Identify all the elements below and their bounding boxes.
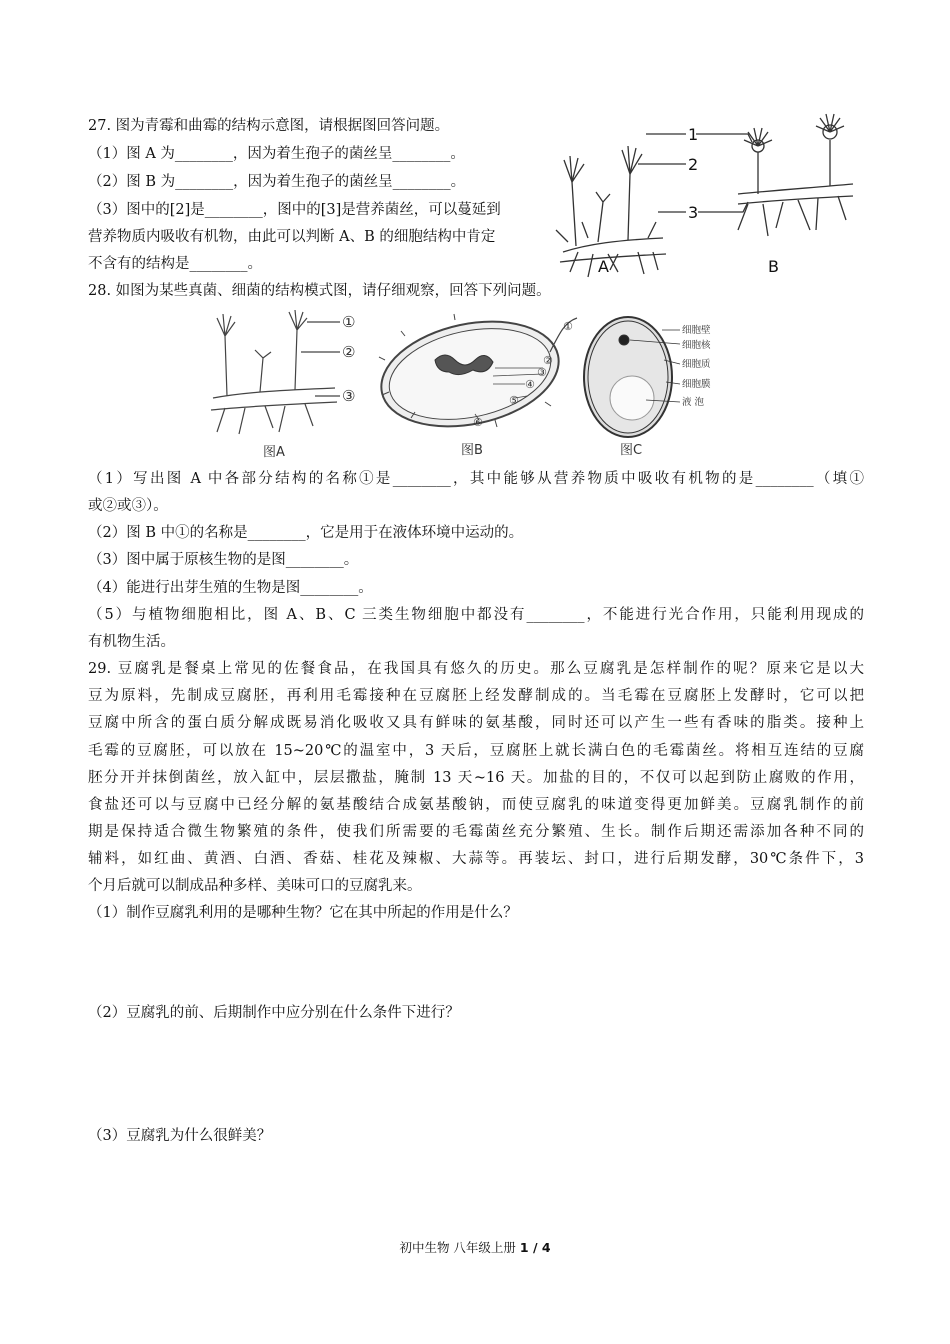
q28-part4: （4）能进行出芽生殖的生物是图________。 xyxy=(88,580,373,596)
q27-num-2: 2 xyxy=(688,155,699,174)
q29-para-line2: 豆为原料，先制成豆腐胚，再利用毛霉接种在豆腐胚上经发酵制成的。当毛霉在豆腐胚上发酵时，它可以把 xyxy=(88,688,864,704)
q29-para-line1: 29. 豆腐乳是餐桌上常见的佐餐食品，在我国具有悠久的历史。那么豆腐乳是怎样制作的呢？原来它是以大 xyxy=(88,661,864,677)
q28-c-nucleus: 细胞核 xyxy=(682,340,711,351)
q27-num-1: 1 xyxy=(688,125,699,144)
q28-a-circle-2: ② xyxy=(342,343,356,361)
q29-para-line8: 辅料，如红曲、黄酒、白酒、香菇、桂花及辣椒、大蒜等。再装坛、封口，进行后期发酵，30℃条件下，3 xyxy=(88,851,864,867)
q27-label-B: B xyxy=(768,257,779,276)
q28-c-membrane: 细胞膜 xyxy=(682,379,711,390)
q28-part3: （3）图中属于原核生物的是图________。 xyxy=(88,552,359,568)
q27-part3-line1: （3）图中的[2]是________，图中的[3]是营养菌丝，可以蔓延到 xyxy=(88,202,501,218)
q29-question3: （3）豆腐乳为什么很鲜美？ xyxy=(88,1128,272,1144)
q28-c-cell-wall: 细胞壁 xyxy=(682,325,711,336)
q28-part1-line1: （1）写出图 A 中各部分结构的名称①是________，其中能够从营养物质中吸收有机物的是________（填① xyxy=(88,471,864,487)
page-footer xyxy=(0,1238,950,1256)
q28-c-cytoplasm: 细胞质 xyxy=(682,359,711,370)
q27-part2: （2）图 B 为________，因为着生孢子的菌丝呈________。 xyxy=(88,174,466,190)
q28-stem: 28. 如图为某些真菌、细菌的结构模式图，请仔细观察，回答下列问题。 xyxy=(88,283,551,299)
q28-part2: （2）图 B 中①的名称是________，它是用于在液体环境中运动的。 xyxy=(88,525,524,541)
q29-question1: （1）制作豆腐乳利用的是哪种生物？它在其中所起的作用是什么？ xyxy=(88,905,518,921)
q28-b-circle-1: ① xyxy=(563,320,573,333)
q28-b-circle-3: ③ xyxy=(537,366,547,379)
q28-a-circle-3: ③ xyxy=(342,387,356,405)
footer-title: 初中生物 八年级上册 xyxy=(399,1240,520,1255)
q28-b-circle-6: ⑥ xyxy=(473,416,483,429)
q28-figure-a xyxy=(205,308,365,460)
q28-b-circle-2: ② xyxy=(543,354,553,367)
q28-b-circle-5: ⑤ xyxy=(509,394,519,407)
q29-para-line3: 豆腐中所含的蛋白质分解成既易消化吸收又具有鲜味的氨基酸，同时还可以产生一些有香味的脂类。接种上 xyxy=(88,715,864,731)
q27-stem: 27. 图为青霉和曲霉的结构示意图，请根据图回答问题。 xyxy=(88,118,450,134)
page-number: 1 / 4 xyxy=(519,1240,551,1255)
q29-para-line9: 个月后就可以制成品种多样、美味可口的豆腐乳来。 xyxy=(88,878,422,894)
q27-part1: （1）图 A 为________，因为着生孢子的菌丝呈________。 xyxy=(88,146,465,162)
q28-c-vacuole: 液 泡 xyxy=(682,397,705,408)
q28-part5-line1: （5）与植物细胞相比，图 A、B、C 三类生物细胞中都没有________，不能进行光合作用，只能利用现成的 xyxy=(88,607,864,623)
q28-b-caption: 图B xyxy=(461,443,483,458)
q28-part5-line2: 有机物生活。 xyxy=(88,634,175,650)
q28-b-circle-4: ④ xyxy=(525,378,535,391)
q28-figure-c xyxy=(580,312,730,460)
q28-part1-line2: 或②或③）。 xyxy=(88,498,168,514)
q29-para-line4: 毛霉的豆腐胚，可以放在 15~20℃的温室中，3 天后，豆腐胚上就长满白色的毛霉菌丝。将相互连结的豆腐 xyxy=(88,743,864,759)
q27-part3-line2: 营养物质内吸收有机物，由此可以判断 A、B 的细胞结构中肯定 xyxy=(88,229,496,245)
q27-mold-figure xyxy=(548,112,868,282)
q28-a-caption: 图A xyxy=(263,445,285,460)
q27-part3-line3: 不含有的结构是________。 xyxy=(88,256,262,272)
q28-c-caption: 图C xyxy=(620,443,643,458)
q29-para-line5: 胚分开并抹倒菌丝，放入缸中，层层撒盐，腌制 13 天~16 天。加盐的目的，不仅可以起到防止腐败的作用， xyxy=(88,770,864,786)
q28-a-circle-1: ① xyxy=(342,313,356,331)
q29-question2: （2）豆腐乳的前、后期制作中应分别在什么条件下进行？ xyxy=(88,1005,460,1021)
q27-label-A: A xyxy=(598,257,609,276)
q27-num-3: 3 xyxy=(688,203,699,222)
q28-figure-b xyxy=(375,312,585,460)
q29-para-line7: 期是保持适合微生物繁殖的条件，使我们所需要的毛霉菌丝充分繁殖、生长。制作后期还需添加各种不同的 xyxy=(88,824,864,840)
q29-para-line6: 食盐还可以与豆腐中已经分解的氨基酸结合成氨基酸钠，而使豆腐乳的味道变得更加鲜美。豆腐乳制作的前 xyxy=(88,797,864,813)
